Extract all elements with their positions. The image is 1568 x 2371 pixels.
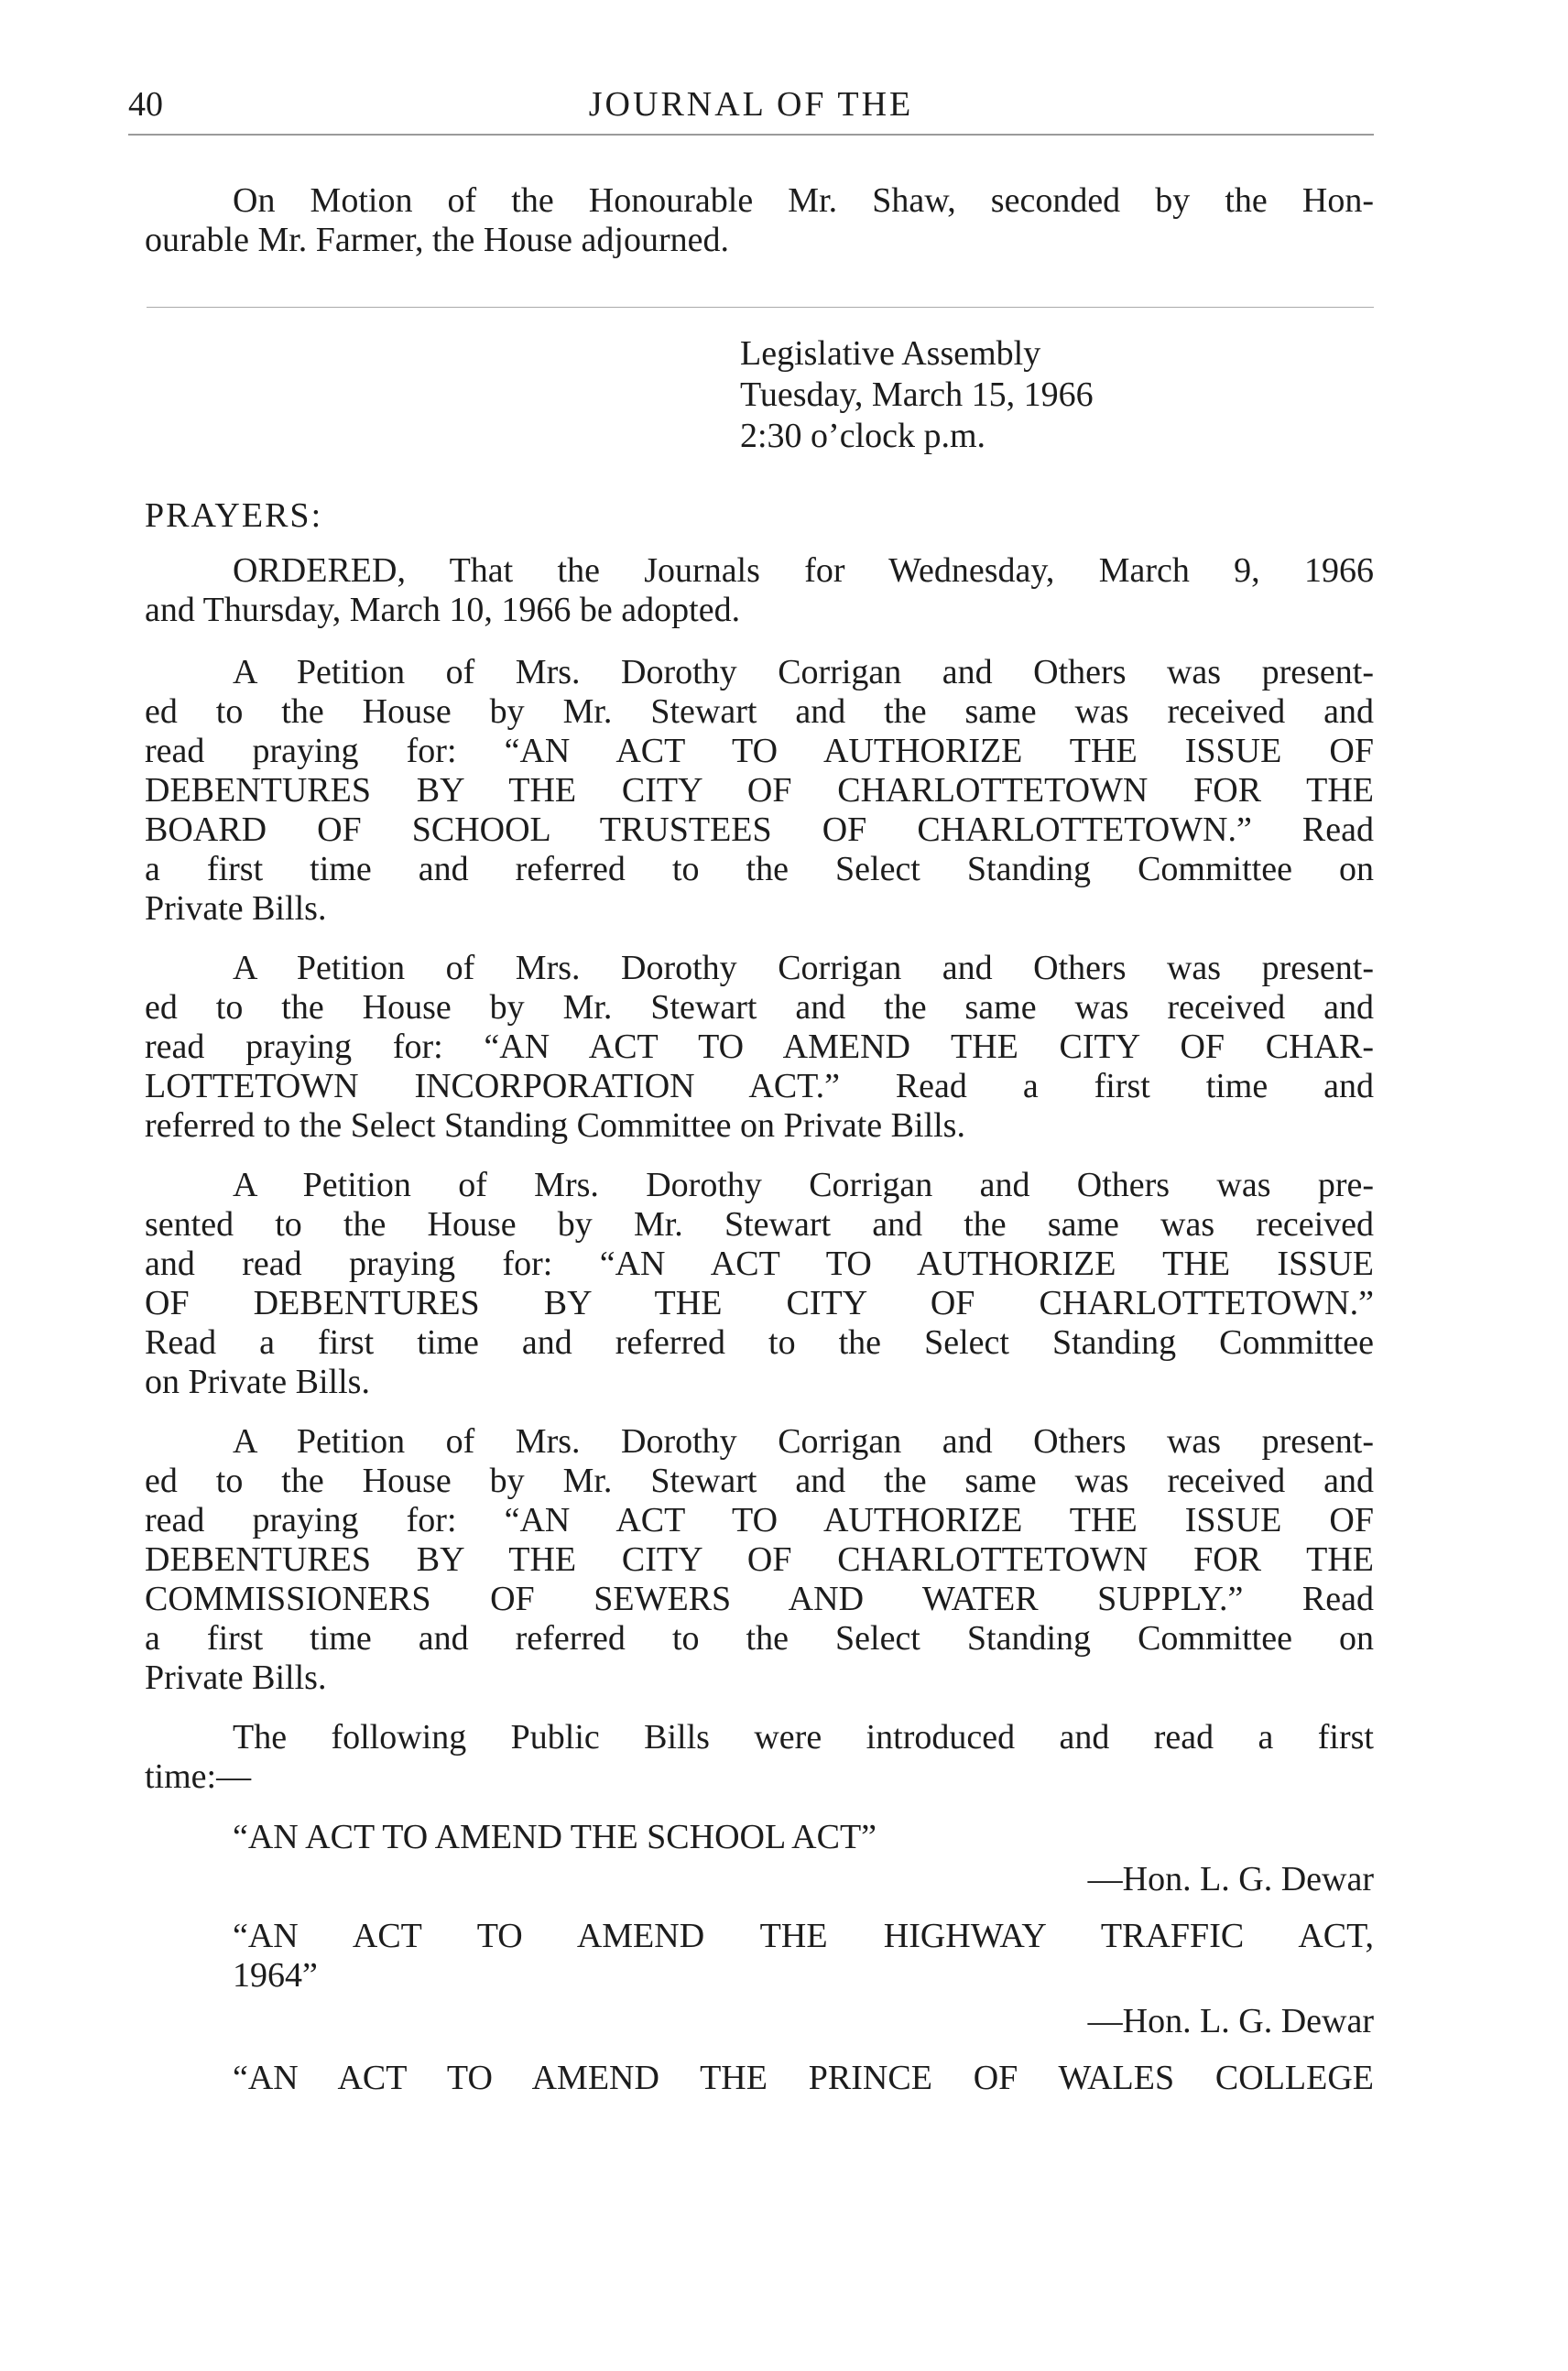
paragraph-line: Private Bills. xyxy=(145,889,327,928)
paragraph-line: ed to the House by Mr. Stewart and the same was received and xyxy=(145,988,1374,1027)
paragraph-line: BOARD OF SCHOOL TRUSTEES OF CHARLOTTETOWN.” Read xyxy=(145,810,1374,849)
paragraph-line: read praying for: “AN ACT TO AUTHORIZE THE ISSUE OF xyxy=(145,732,1374,770)
sitting-time: 2:30 o’clock p.m. xyxy=(740,417,986,455)
paragraph-line: on Private Bills. xyxy=(145,1363,370,1401)
paragraph-line: COMMISSIONERS OF SEWERS AND WATER SUPPLY.” Read xyxy=(145,1580,1374,1618)
bill-title-line: “AN ACT TO AMEND THE HIGHWAY TRAFFIC ACT, xyxy=(233,1917,1374,1955)
section-divider xyxy=(147,307,1374,308)
bill-title xyxy=(233,2059,1374,2098)
bill-title xyxy=(233,1917,1374,1996)
paragraph-line: A Petition of Mrs. Dorothy Corrigan and Others was present- xyxy=(233,1422,1374,1461)
paragraph-line: ourable Mr. Farmer, the House adjourned. xyxy=(145,221,729,259)
paragraph-line: and Thursday, March 10, 1966 be adopted. xyxy=(145,591,741,629)
paragraph-line: DEBENTURES BY THE CITY OF CHARLOTTETOWN FOR THE xyxy=(145,771,1374,810)
paragraph-line: referred to the Select Standing Committee on Private Bills. xyxy=(145,1106,965,1145)
adjournment-paragraph xyxy=(145,181,1374,260)
petition-paragraph xyxy=(145,949,1374,1146)
paragraph-line: The following Public Bills were introduced and read a first xyxy=(233,1718,1374,1756)
bill-title xyxy=(233,1818,1374,1857)
paragraph-line: A Petition of Mrs. Dorothy Corrigan and Others was pre- xyxy=(233,1166,1374,1204)
paragraph-line: A Petition of Mrs. Dorothy Corrigan and Others was present- xyxy=(233,949,1374,987)
page-header xyxy=(128,84,1374,139)
paragraph-line: read praying for: “AN ACT TO AMEND THE CITY OF CHAR- xyxy=(145,1028,1374,1066)
paragraph-line: sented to the House by Mr. Stewart and the same was received xyxy=(145,1205,1374,1244)
bill-sponsor: —Hon. L. G. Dewar xyxy=(1087,2002,1374,2040)
assembly-name: Legislative Assembly xyxy=(740,334,1041,373)
paragraph-line: Read a first time and referred to the Select Standing Committee xyxy=(145,1323,1374,1362)
page-number: 40 xyxy=(128,85,163,124)
public-bills-intro xyxy=(145,1718,1374,1797)
bill-title-line: 1964” xyxy=(233,1956,318,1995)
paragraph-line: OF DEBENTURES BY THE CITY OF CHARLOTTETOWN.” xyxy=(145,1284,1374,1322)
bill-sponsor: —Hon. L. G. Dewar xyxy=(1087,1860,1374,1898)
paragraph-line: a first time and referred to the Select Standing Committee on xyxy=(145,1619,1374,1658)
paragraph-line: ORDERED, That the Journals for Wednesday, March 9, 1966 xyxy=(233,551,1374,590)
paragraph-line: read praying for: “AN ACT TO AUTHORIZE THE ISSUE OF xyxy=(145,1501,1374,1539)
paragraph-line: a first time and referred to the Select Standing Committee on xyxy=(145,850,1374,888)
paragraph-line: and read praying for: “AN ACT TO AUTHORIZE THE ISSUE xyxy=(145,1245,1374,1283)
prayers-heading: PRAYERS: xyxy=(145,496,323,535)
paragraph-line: Private Bills. xyxy=(145,1659,327,1697)
header-rule xyxy=(128,134,1374,136)
ordered-paragraph xyxy=(145,551,1374,630)
petition-paragraph xyxy=(145,1166,1374,1402)
running-head: JOURNAL OF THE xyxy=(588,85,914,124)
paragraph-line: ed to the House by Mr. Stewart and the same was received and xyxy=(145,1462,1374,1500)
sitting-date: Tuesday, March 15, 1966 xyxy=(740,375,1094,414)
bill-title-line: “AN ACT TO AMEND THE SCHOOL ACT” xyxy=(233,1818,877,1856)
paragraph-line: LOTTETOWN INCORPORATION ACT.” Read a first time and xyxy=(145,1067,1374,1105)
petition-paragraph xyxy=(145,1422,1374,1698)
paragraph-line: On Motion of the Honourable Mr. Shaw, seconded by the Hon- xyxy=(233,181,1374,220)
paragraph-line: A Petition of Mrs. Dorothy Corrigan and Others was present- xyxy=(233,653,1374,691)
paragraph-line: ed to the House by Mr. Stewart and the same was received and xyxy=(145,692,1374,731)
paragraph-line: DEBENTURES BY THE CITY OF CHARLOTTETOWN FOR THE xyxy=(145,1540,1374,1579)
petition-paragraph xyxy=(145,653,1374,929)
paragraph-line: time:— xyxy=(145,1757,252,1796)
bill-title-line: “AN ACT TO AMEND THE PRINCE OF WALES COLLEGE xyxy=(233,2059,1374,2097)
sitting-heading xyxy=(740,333,1094,457)
